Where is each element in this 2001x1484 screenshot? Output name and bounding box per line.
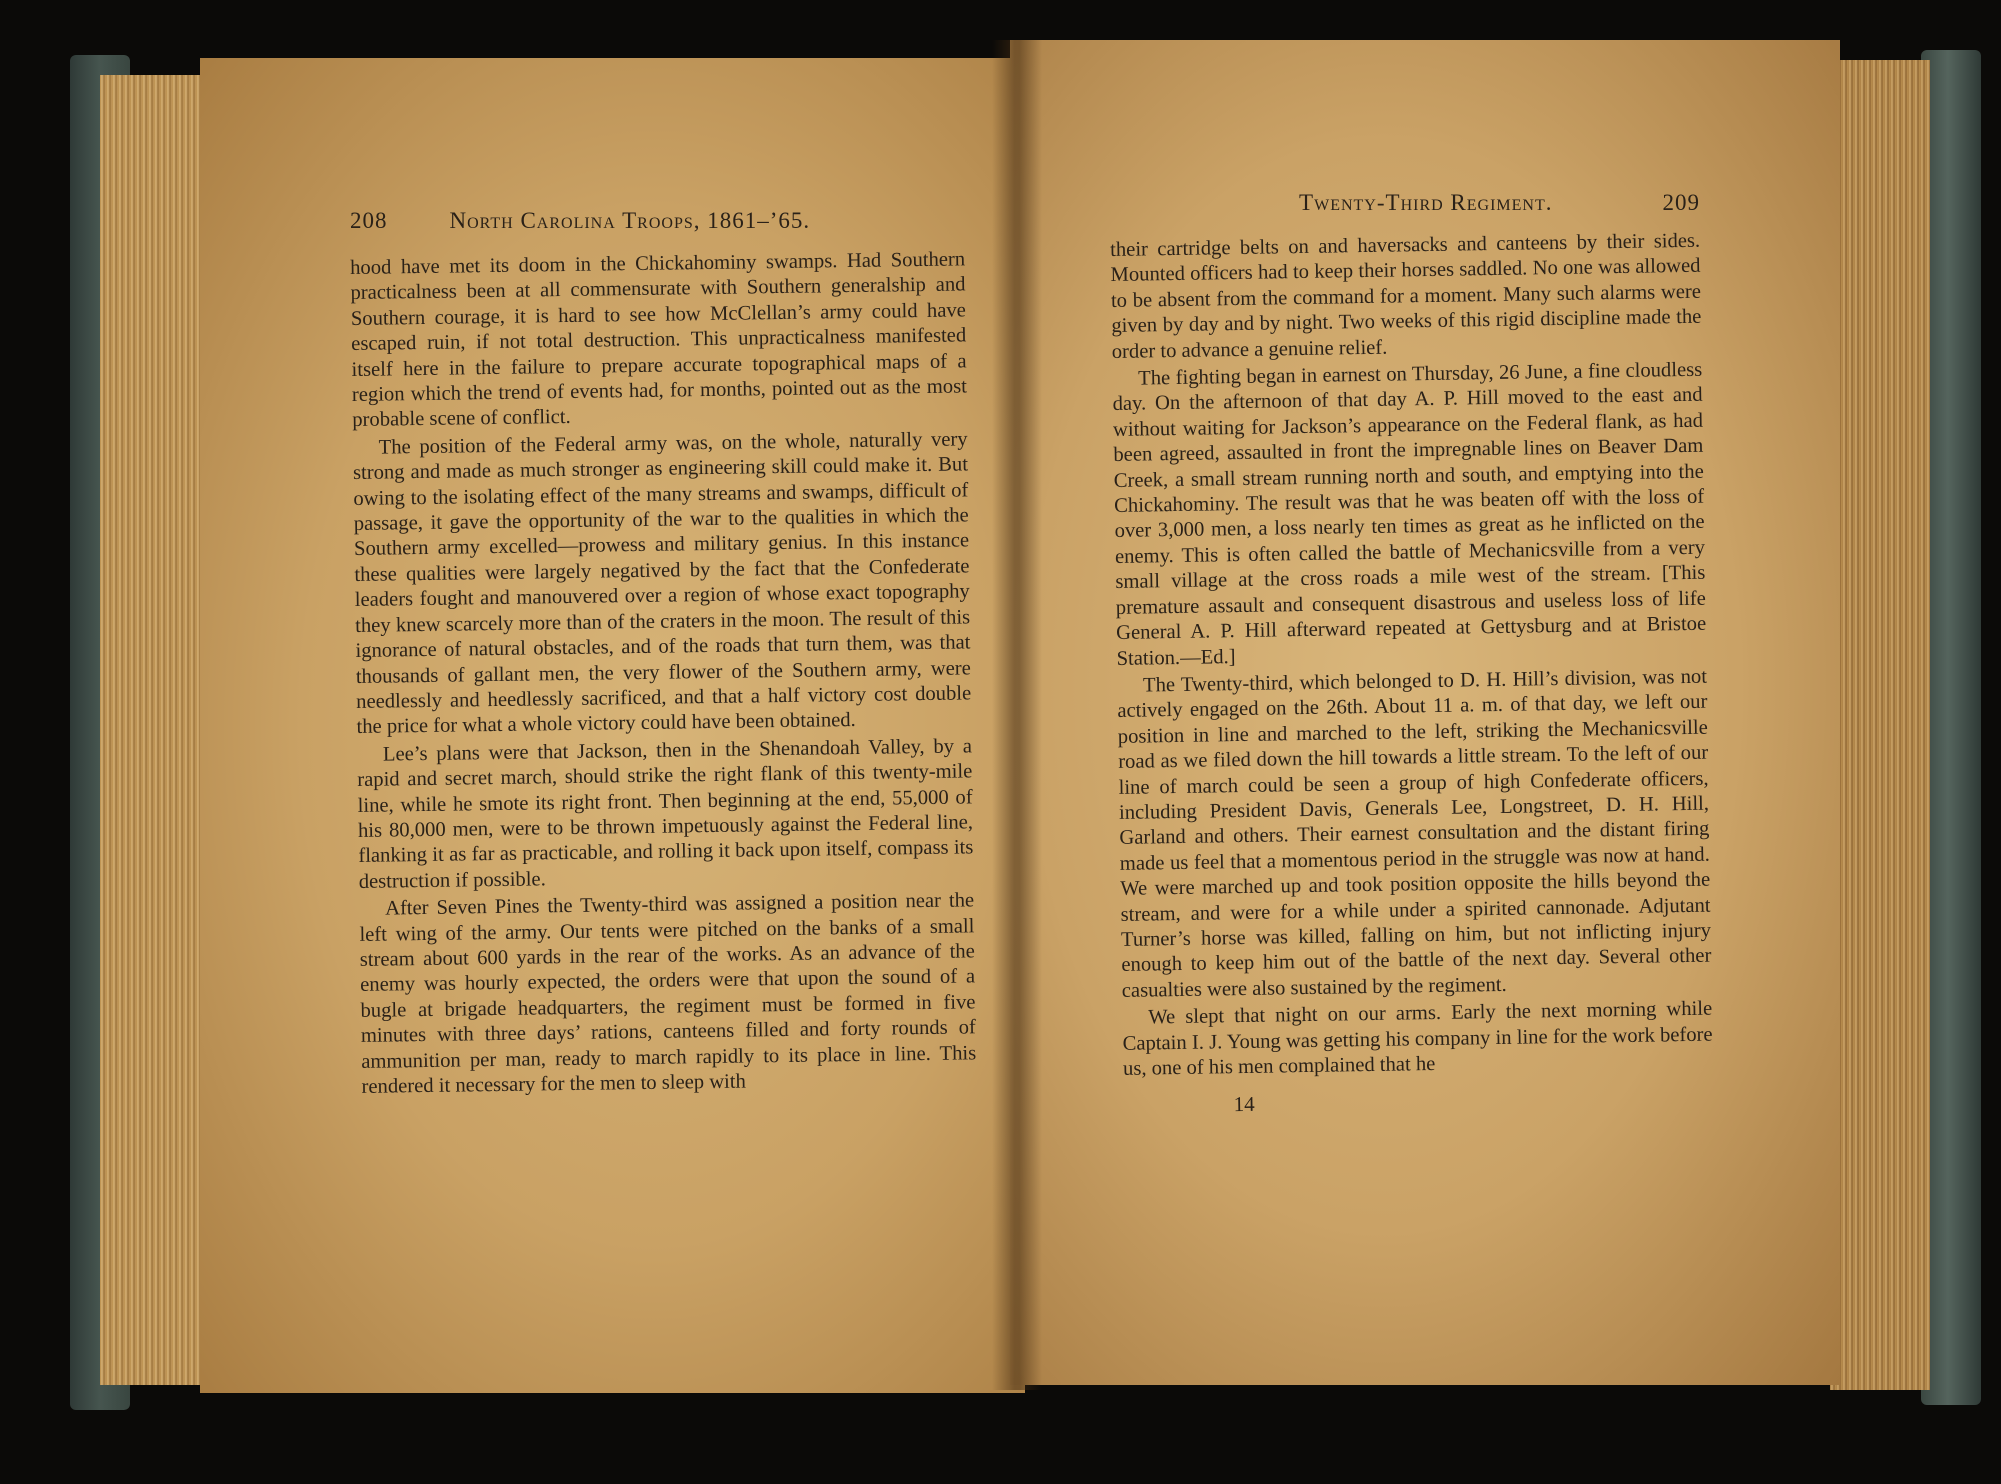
left-paragraph-2: The position of the Federal army was, on the whole, naturally very strong and made as much stronger as engineering skill could make it. But owing to the isolating effect of the many streams and swamps, difficult of passage, it gave the opportunity of the war to the qualities in which the Southern army excelled—prowess and military genius. In this instance these qualities were largely negatived by the fact that the Confederate leaders fought and manouvered over a region of whose exact topography they knew scarcely more than of the craters in the moon. The result of this ignorance of natural obstacles, and of the roads that turn them, was that thousands of gallant men, the very flower of the Southern army, were needlessly and heedlessly sacrificed, and that a half victory cost double the price for what a whole victory could have been obtained.: [352, 428, 972, 739]
page-edges-right: [1830, 60, 1930, 1390]
book-gutter: [992, 40, 1042, 1390]
right-page-number: 209: [1662, 190, 1700, 215]
left-running-title: North Carolina Troops, 1861–’65.: [449, 208, 811, 233]
book-cover-right: [1921, 50, 1981, 1405]
right-paragraph-4: We slept that night on our arms. Early the next morning while Captain I. J. Young was getting his company in line for the work before us, one of his men complained that he: [1122, 997, 1713, 1080]
left-paragraph-4: After Seven Pines the Twenty-third was assigned a position near the left wing of the army. Our tents were pitched on the banks of a small stream about 600 yards in the rear of the works. As an advance of the enemy was hourly expected, the orders were that upon the sound of a bugle at brigade headquarters, the regiment must be formed in five minutes with three days’ rations, canteens filled and forty rounds of ammunition per man, ready to march rapidly to its place in line. This rendered it necessary for the men to sleep with: [359, 889, 977, 1098]
left-paragraph-1: hood have met its doom in the Chickahominy swamps. Had Southern practicalness been at all commensurate with Southern generalship and Southern courage, it is hard to see how McClellan’s army could have escaped ruin, if not total destruction. This unpracticalness manifested itself here in the failure to prepare accurate topographical maps of a region which the trend of events had, for months, pointed out as the most probable scene of conflict.: [350, 248, 968, 432]
right-running-head: [1110, 190, 1700, 216]
right-running-title: Twenty-Third Regiment.: [1299, 190, 1553, 215]
left-paragraph-3: Lee’s plans were that Jackson, then in the Shenandoah Valley, by a rapid and secret march, should strike the right flank of this twenty-mile line, while he smote its right front. Then beginning at the end, 55,000 of his 80,000 men, were to be thrown impetuously against the Federal line, flanking it as far as practicable, and rolling it back upon itself, compass its destruction if possible.: [357, 735, 974, 893]
right-paragraph-2: The fighting began in earnest on Thursday, 26 June, a fine cloudless day. On the afternoon of that day A. P. Hill moved to the east and without waiting for Jackson’s appearance on the Federal flank, as had been agreed, assaulted in front the impregnable lines on Beaver Dam Creek, a small stream running north and south, and emptying into the Chickahominy. The result was that he was beaten off with the loss of over 3,000 men, a loss nearly ten times as great as he inflicted on the enemy. This is often called the battle of Mechanicsville from a very small village at the cross roads a mile west of the stream. [This premature assault and consequent disastrous and useless loss of life General A. P. Hill afterward repeated at Gettysburg and at Bristoe Station.—Ed.]: [1112, 358, 1707, 670]
page-edges-left: [100, 75, 210, 1385]
left-running-head: [350, 208, 965, 234]
signature-mark: 14: [1233, 1092, 1255, 1117]
left-page-number: 208: [350, 208, 388, 233]
right-paragraph-3: The Twenty-third, which belonged to D. H. Hill’s division, was not actively engaged on the 26th. About 11 a. m. of that day, we left our position in line and marched to the left, striking the Mechanicsville road as we filed down the hill towards a little stream. To the left of our line of march could be seen a group of high Confederate officers, including President Davis, Generals Lee, Longstreet, D. H. Hill, Garland and others. Their earnest consultation and the distant firing made us feel that a momentous period in the struggle was now at hand. We were marched up and took position opposite the hills beyond the stream, and were for a while under a spirited cannonade. Adjutant Turner’s horse was killed, falling on him, but not inflicting injury enough to keep him out of the battle of the next day. Several other casualties were also sustained by the regiment.: [1117, 665, 1712, 1002]
right-paragraph-1: their cartridge belts on and haversacks and canteens by their sides. Mounted officers had to keep their horses saddled. No one was allowed to be absent from the command for a moment. Many such alarms were given by day and by night. Two weeks of this rigid discipline made the order to advance a genuine relief.: [1110, 229, 1702, 363]
left-body-text: [350, 247, 977, 1100]
left-page: [200, 58, 1025, 1393]
right-body-text: [1110, 229, 1714, 1120]
right-page: [1010, 40, 1840, 1385]
